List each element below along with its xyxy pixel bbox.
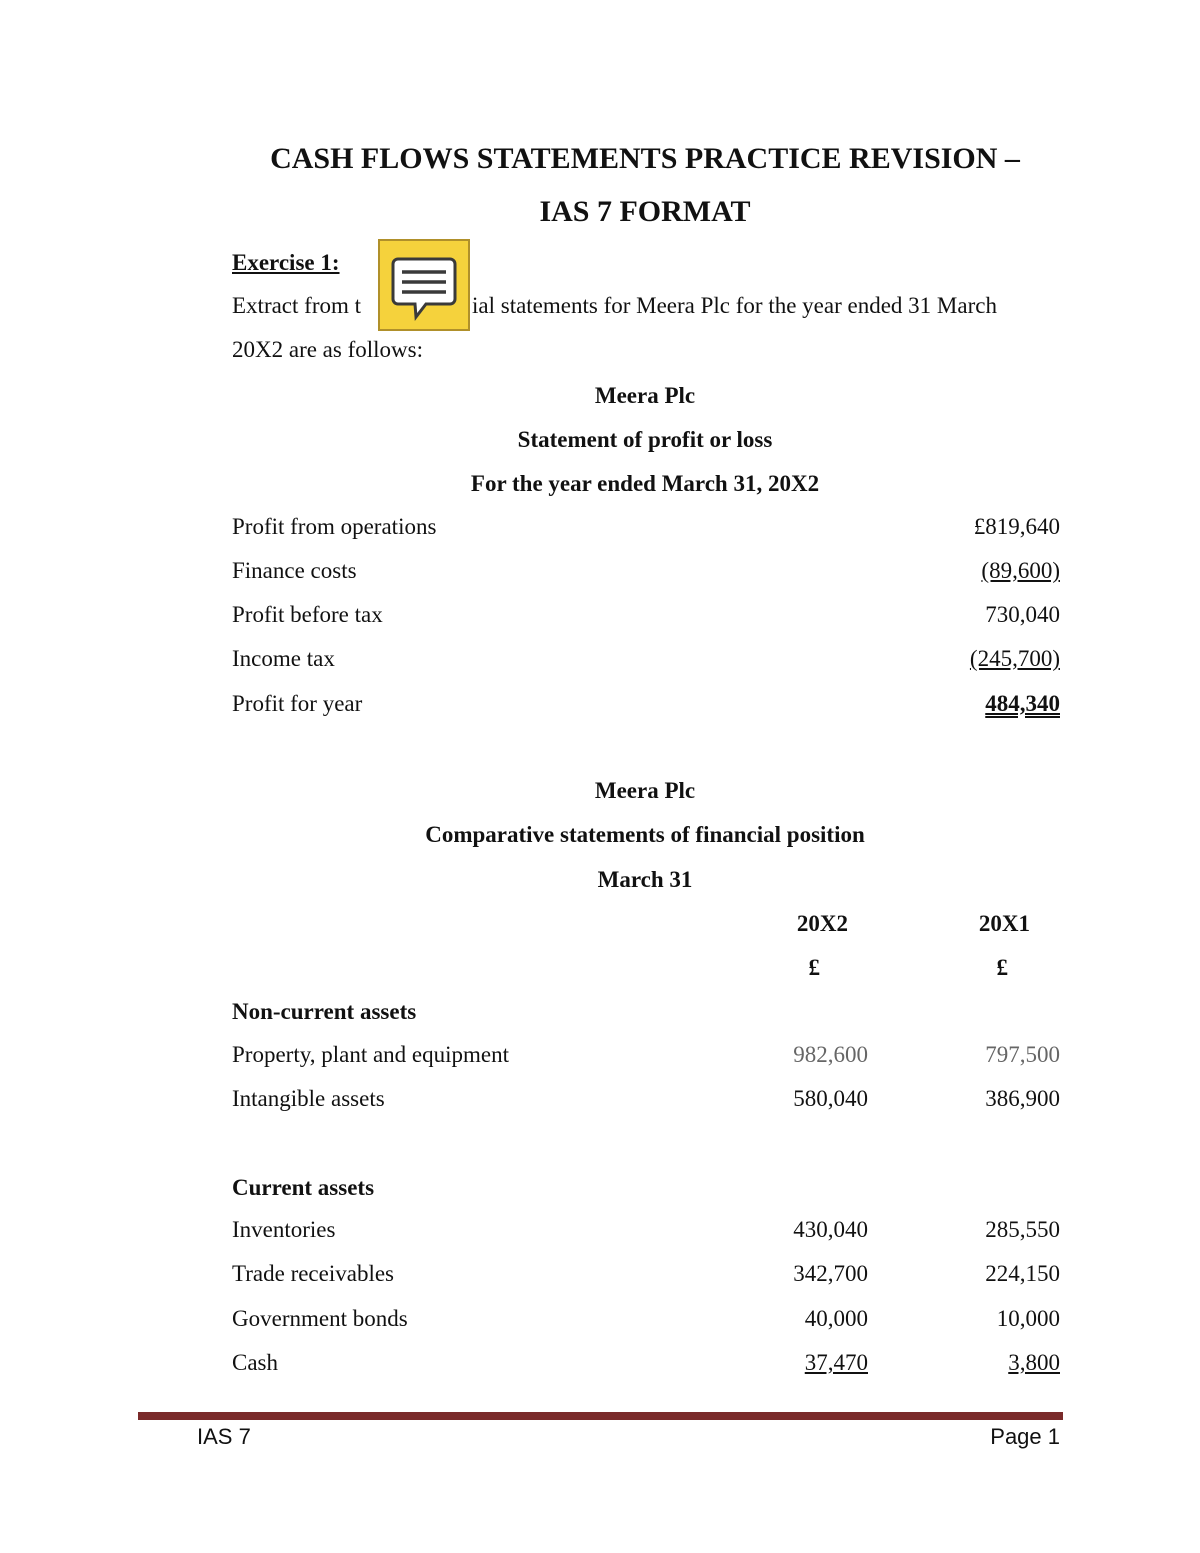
value-20x2: 40,000 [804, 1306, 868, 1331]
income-row-amount: 484,340 [985, 691, 1060, 716]
income-row-label: Profit before tax [232, 602, 383, 627]
income-row-amount: (245,700) [969, 646, 1060, 671]
income-row-amount: £819,640 [973, 514, 1060, 539]
current-assets-heading: Current assets [232, 1175, 375, 1200]
position-heading: Comparative statements of financial position [425, 822, 865, 847]
intro-line-1-part-2: ial statements for Meera Plc for the year ended 31 March [472, 293, 997, 318]
income-row-label: Finance costs [232, 558, 357, 583]
income-row [232, 691, 1060, 721]
footer-divider [138, 1412, 1063, 1420]
column-headers [232, 911, 1060, 941]
section-heading [232, 999, 1060, 1029]
value-20x2: 430,040 [793, 1217, 868, 1242]
value-20x1: 797,500 [985, 1042, 1060, 1067]
income-statement-period: For the year ended March 31, 20X2 [470, 471, 820, 496]
exercise-label: Exercise 1: [232, 250, 340, 275]
table-row [232, 1086, 1060, 1116]
value-20x2: 37,470 [804, 1350, 868, 1375]
income-row [232, 514, 1060, 544]
page-number: Page 1 [990, 1424, 1060, 1449]
income-row-amount: (89,600) [981, 558, 1060, 583]
income-row [232, 602, 1060, 632]
value-20x1: 224,150 [985, 1261, 1060, 1286]
value-20x2: 580,040 [793, 1086, 868, 1111]
intro-line-1-part-1: Extract from t [232, 293, 362, 318]
table-row [232, 1306, 1060, 1336]
column-header-20x1: 20X1 [978, 911, 1030, 936]
value-20x1: 386,900 [985, 1086, 1060, 1111]
intro-line-2: 20X2 are as follows: [232, 337, 423, 362]
row-label: Government bonds [232, 1306, 408, 1331]
income-row [232, 646, 1060, 676]
income-statement-heading: Statement of profit or loss [517, 427, 773, 452]
value-20x2: 982,600 [793, 1042, 868, 1067]
table-row [232, 1261, 1060, 1291]
value-20x1: 10,000 [996, 1306, 1060, 1331]
value-20x2: 342,700 [793, 1261, 868, 1286]
section-heading [232, 1175, 1060, 1205]
currency-symbol-20x2: £ [808, 955, 820, 980]
income-row [232, 558, 1060, 588]
row-label: Inventories [232, 1217, 336, 1242]
currency-headers [232, 955, 1060, 985]
document-title-line-2: IAS 7 FORMAT [539, 195, 751, 228]
currency-symbol-20x1: £ [996, 955, 1008, 980]
table-row [232, 1350, 1060, 1380]
non-current-assets-heading: Non-current assets [232, 999, 417, 1024]
income-row-label: Income tax [232, 646, 335, 671]
value-20x1: 285,550 [985, 1217, 1060, 1242]
row-label: Trade receivables [232, 1261, 394, 1286]
position-company: Meera Plc [594, 778, 696, 803]
income-row-label: Profit for year [232, 691, 363, 716]
document-title-line-1: CASH FLOWS STATEMENTS PRACTICE REVISION – [270, 142, 1020, 175]
table-row [232, 1217, 1060, 1247]
row-label: Property, plant and equipment [232, 1042, 509, 1067]
income-row-amount: 730,040 [985, 602, 1060, 627]
row-label: Intangible assets [232, 1086, 385, 1111]
table-row [232, 1042, 1060, 1072]
row-label: Cash [232, 1350, 278, 1375]
income-statement-company: Meera Plc [594, 383, 696, 408]
comment-icon[interactable] [378, 239, 470, 331]
position-date: March 31 [597, 867, 693, 892]
comment-bubble-icon [380, 241, 468, 329]
footer-left-text: IAS 7 [197, 1424, 251, 1449]
value-20x1: 3,800 [1008, 1350, 1060, 1375]
column-header-20x2: 20X2 [796, 911, 848, 936]
income-row-label: Profit from operations [232, 514, 437, 539]
